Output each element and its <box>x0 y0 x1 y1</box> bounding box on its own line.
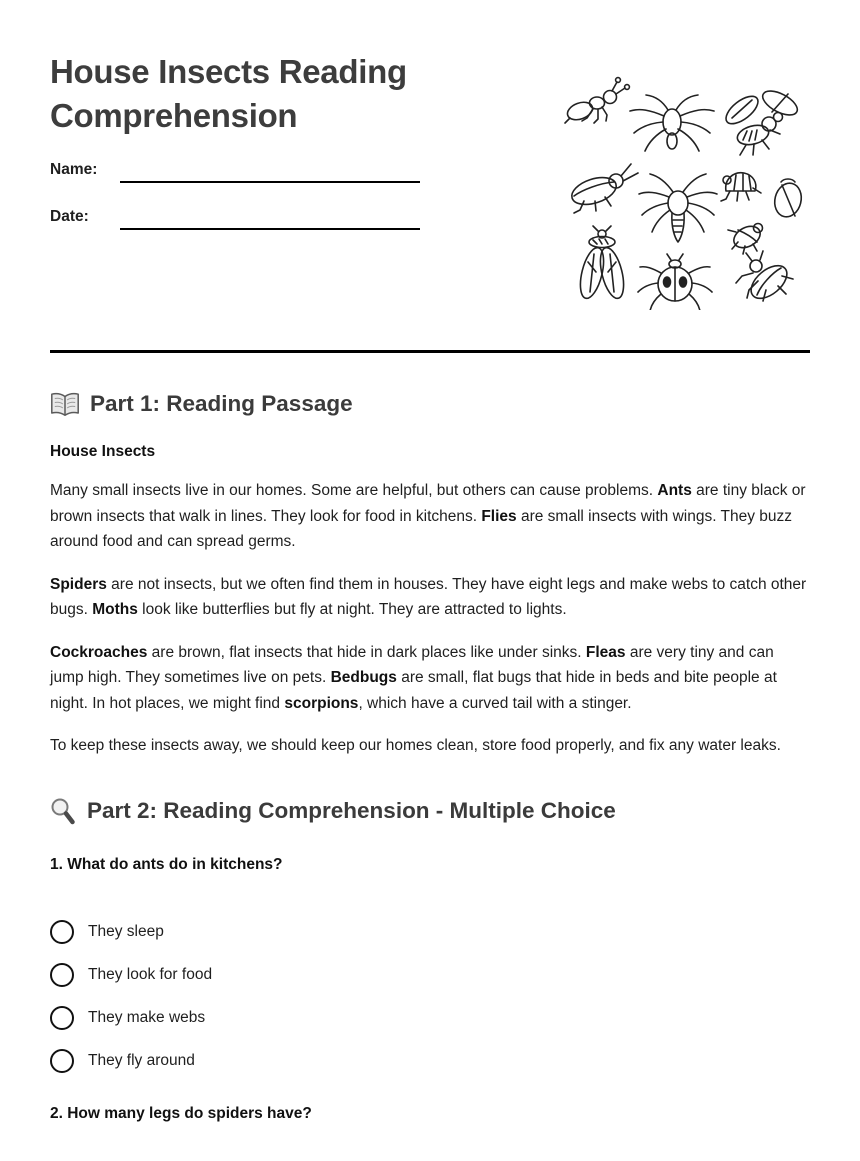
cockroach-drawing <box>568 164 638 213</box>
name-input-line[interactable] <box>120 159 420 183</box>
radio-button[interactable] <box>50 1006 74 1030</box>
part1-section <box>50 391 810 759</box>
question-1-options <box>50 920 810 1073</box>
passage-text: To keep these insects away, we should keep our homes clean, store food properly, and fix any water leaks. <box>50 737 781 754</box>
passage-paragraph <box>50 733 810 759</box>
part2-heading-text: Part 2: Reading Comprehension - Multiple Choice <box>87 798 616 823</box>
passage-keyword: Spiders <box>50 575 107 593</box>
house-insects-illustration <box>550 70 806 310</box>
name-label: Name: <box>50 161 98 178</box>
flea-drawing <box>721 173 761 201</box>
part1-heading-text: Part 1: Reading Passage <box>90 391 353 416</box>
passage-text: Many small insects live in our homes. Some are helpful, but others can cause problems. <box>50 482 658 499</box>
passage-text: look like butterflies but fly at night. They are attracted to lights. <box>137 601 567 618</box>
small-beetle-drawing <box>728 222 764 254</box>
ant-drawing <box>565 78 629 123</box>
header-right <box>530 50 810 310</box>
part1-heading <box>50 391 810 417</box>
name-field <box>50 161 530 183</box>
date-field <box>50 208 530 230</box>
passage-text: are brown, flat insects that hide in dark places like under sinks. <box>147 643 586 661</box>
passage-text: , which have a curved tail with a stinger. <box>358 694 632 712</box>
passage-keyword: Fleas <box>585 643 626 661</box>
passage-text: are not insects, but we often find them in houses. They have eight legs and make webs to catch other bugs. <box>50 575 807 618</box>
option-row[interactable] <box>50 1006 810 1030</box>
passage-keyword: Bedbugs <box>330 669 397 686</box>
passage-paragraph <box>50 640 810 717</box>
option-label: They look for food <box>88 965 213 983</box>
silverfish-center-drawing <box>639 174 717 242</box>
passage-paragraph <box>50 478 810 555</box>
date-label: Date: <box>50 208 89 225</box>
header <box>50 0 810 310</box>
question-2: 2. How many legs do spiders have? <box>50 1104 312 1122</box>
option-row[interactable] <box>50 1049 810 1073</box>
radio-button[interactable] <box>50 963 74 987</box>
student-fields <box>50 161 530 230</box>
option-label: They make webs <box>88 1008 206 1026</box>
passage-paragraph <box>50 572 810 623</box>
ladybug-drawing <box>638 254 712 310</box>
question-1: 1. What do ants do in kitchens? <box>50 855 283 873</box>
passage-keyword: Cockroaches <box>50 643 148 661</box>
passage-text: are very tiny and can jump high. They sometimes live on pets. <box>50 643 774 686</box>
radio-button[interactable] <box>50 1049 74 1073</box>
magnifier-icon <box>50 797 77 826</box>
pillbug-drawing <box>771 179 804 220</box>
large-beetle-drawing <box>736 251 793 305</box>
passage-keyword: Flies <box>481 507 517 525</box>
passage-keyword: Ants <box>657 482 692 499</box>
passage-text: are small insects with wings. They buzz around food and can spread germs. <box>50 507 793 550</box>
passage-text: are small, flat bugs that hide in beds and bite people at night. In hot places, we might find <box>50 669 777 712</box>
passage-text: are tiny black or brown insects that walk in lines. They look for food in kitchens. <box>50 482 806 525</box>
radio-button[interactable] <box>50 920 74 944</box>
part2-section <box>50 797 810 1123</box>
section-divider <box>50 350 810 353</box>
option-row[interactable] <box>50 963 810 987</box>
passage-keyword: Moths <box>92 601 138 618</box>
part2-heading <box>50 797 810 826</box>
option-label: They sleep <box>88 922 164 940</box>
page-title: House Insects Reading Comprehension <box>50 53 407 134</box>
option-label: They fly around <box>88 1051 195 1069</box>
silverfish-top-drawing <box>630 95 714 151</box>
passage-title: House Insects <box>50 443 156 460</box>
fly-drawing <box>721 86 801 155</box>
passage-keyword: scorpions <box>284 694 359 712</box>
reading-passage <box>50 443 810 759</box>
header-left <box>50 50 530 310</box>
open-book-icon <box>50 392 80 417</box>
date-input-line[interactable] <box>120 206 420 230</box>
moth-drawing <box>576 226 628 301</box>
option-row[interactable] <box>50 920 810 944</box>
